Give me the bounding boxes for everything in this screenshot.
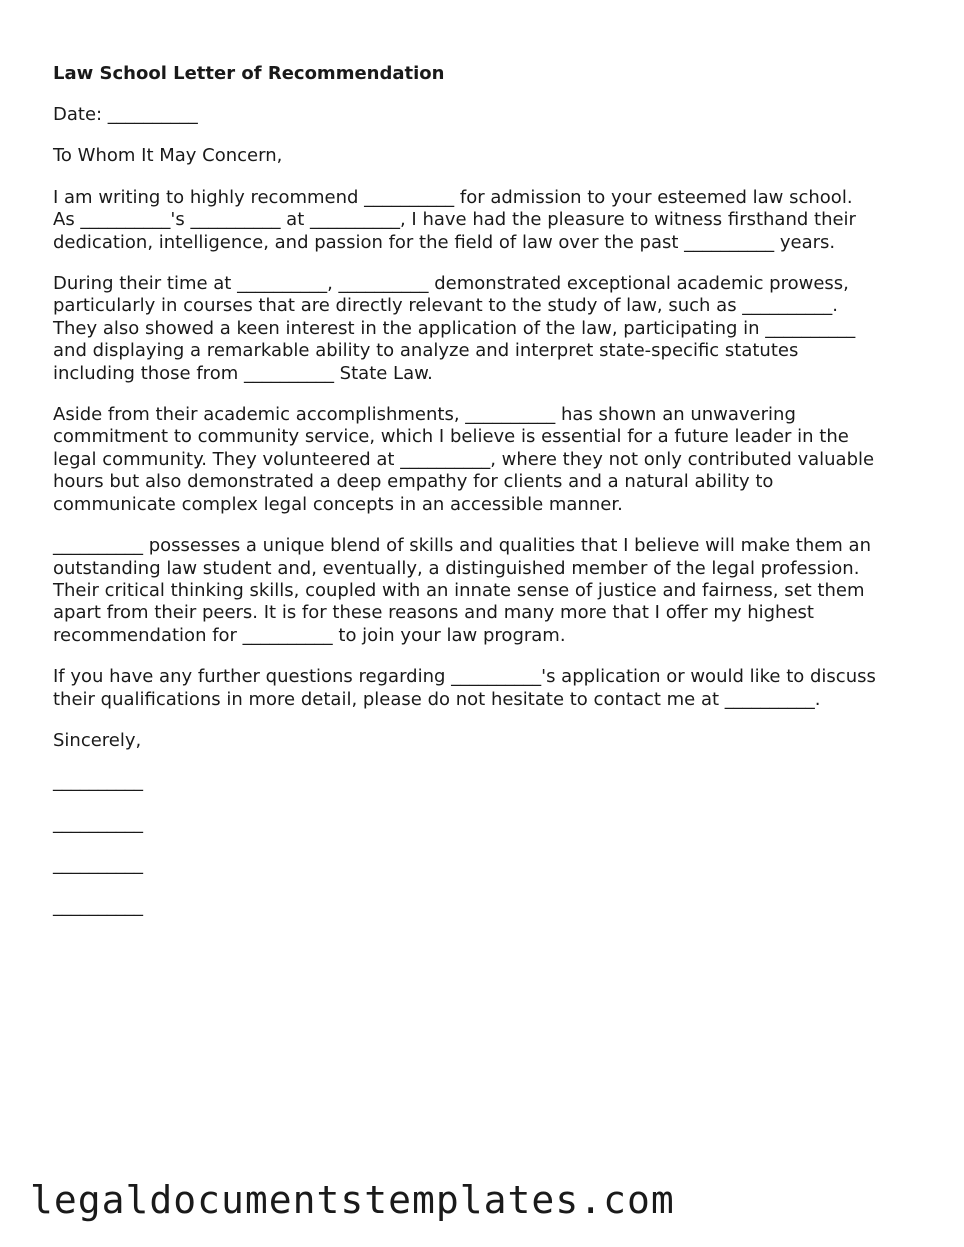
- paragraph-qualities: __________ possesses a unique blend of skills and qualities that I believe will make them an outstanding law student and, eventually, a distinguished member of the legal profession. Their critical thinking skills, coupled with an innate sense of justice and fairness, set them apart from their peers. It is for these reasons and many more that I offer my highest recommendation for __________ to join your law program.: [53, 535, 871, 646]
- salutation: To Whom It May Concern,: [53, 145, 283, 167]
- date-line: Date: __________: [53, 104, 198, 125]
- letter-body: [53, 62, 923, 937]
- closing: Sincerely,: [53, 729, 142, 751]
- signature-line-3: __________: [53, 854, 143, 876]
- signature-line-1: __________: [53, 771, 143, 793]
- paragraph-community: Aside from their academic accomplishments, __________ has shown an unwavering commitment to community service, which I believe is essential for a future leader in the legal community. They volunteered at __________, where they not only contributed valuable hours but also demonstrated a deep empathy for clients and a natural ability to communicate complex legal concepts in an accessible manner.: [53, 404, 875, 515]
- paragraph-intro: I am writing to highly recommend __________ for admission to your esteemed law school. As __________'s __________ at __________, I have had the pleasure to witness firsthand their dedication, intelligence, and passion for the field of law over the past __________ years.: [53, 186, 856, 253]
- signature-line-2: __________: [53, 812, 143, 834]
- signature-line-4: __________: [53, 895, 143, 917]
- paragraph-contact: If you have any further questions regarding __________'s application or would like to discuss their qualifications in more detail, please do not hesitate to contact me at __________.: [53, 666, 876, 710]
- footer-watermark: legaldocumentstemplates.com: [30, 1178, 675, 1222]
- document-title: Law School Letter of Recommendation: [53, 63, 445, 84]
- paragraph-academics: During their time at __________, __________ demonstrated exceptional academic prowess, particularly in courses that are directly relevant to the study of law, such as __________. They also showed a keen interest in the application of the law, participating in __________ and displaying a remarkable ability to analyze and interpret state-specific statutes including those from __________ State Law.: [53, 273, 856, 384]
